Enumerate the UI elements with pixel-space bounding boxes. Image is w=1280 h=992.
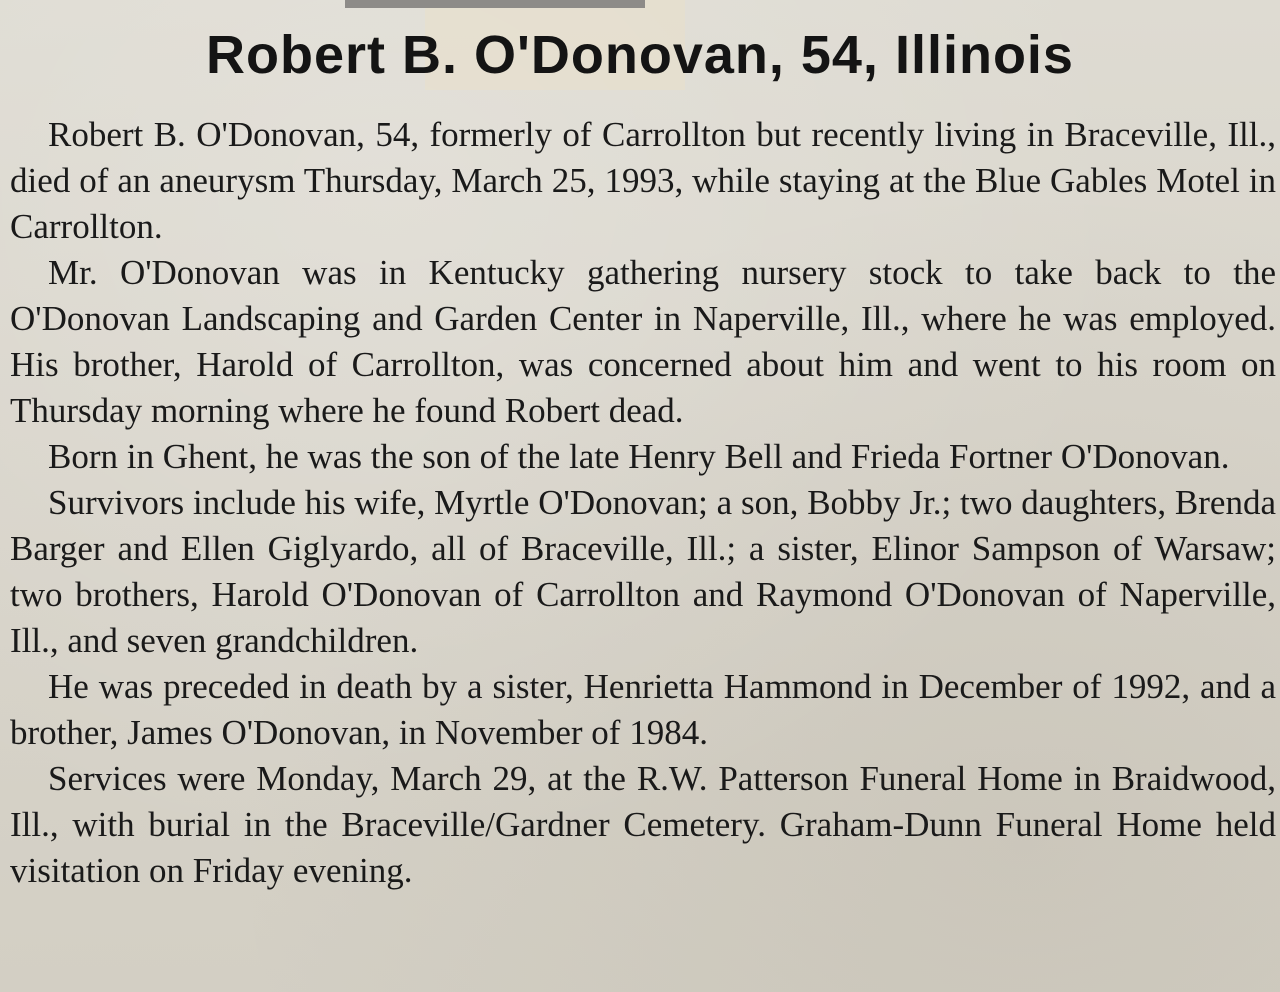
obituary-body bbox=[10, 112, 1276, 894]
obituary-headline: Robert B. O'Donovan, 54, Illinois bbox=[206, 25, 1074, 85]
tape-strip bbox=[345, 0, 645, 8]
paragraph-circumstances: Mr. O'Donovan was in Kentucky gathering nursery stock to take back to the O'Donovan Landscaping and Garden Center in Naperville, Ill., where he was employed. His brother, Harold of Carrollton, was concerned about him and went to his room on Thursday morning where he found Robert dead. bbox=[10, 253, 1276, 430]
paragraph-death-notice: Robert B. O'Donovan, 54, formerly of Carrollton but recently living in Braceville, Ill., died of an aneurysm Thursday, March 25, 1993, while staying at the Blue Gables Motel in Carrollton. bbox=[10, 115, 1276, 246]
paragraph-survivors: Survivors include his wife, Myrtle O'Donovan; a son, Bobby Jr.; two daughters, Brenda Barger and Ellen Giglyardo, all of Braceville, Ill.; a sister, Elinor Sampson of Warsaw; two brothers, Harold O'Donovan of Carrollton and Raymond O'Donovan of Naperville, Ill., and seven grandchildren. bbox=[10, 483, 1276, 660]
paragraph-preceded: He was preceded in death by a sister, Henrietta Hammond in December of 1992, and a brother, James O'Donovan, in November of 1984. bbox=[10, 667, 1276, 752]
paragraph-services: Services were Monday, March 29, at the R.W. Patterson Funeral Home in Braidwood, Ill., with burial in the Braceville/Gardner Cemetery. Graham-Dunn Funeral Home held visitation on Friday evening. bbox=[10, 759, 1276, 890]
paragraph-birth: Born in Ghent, he was the son of the late Henry Bell and Frieda Fortner O'Donovan. bbox=[48, 437, 1230, 476]
